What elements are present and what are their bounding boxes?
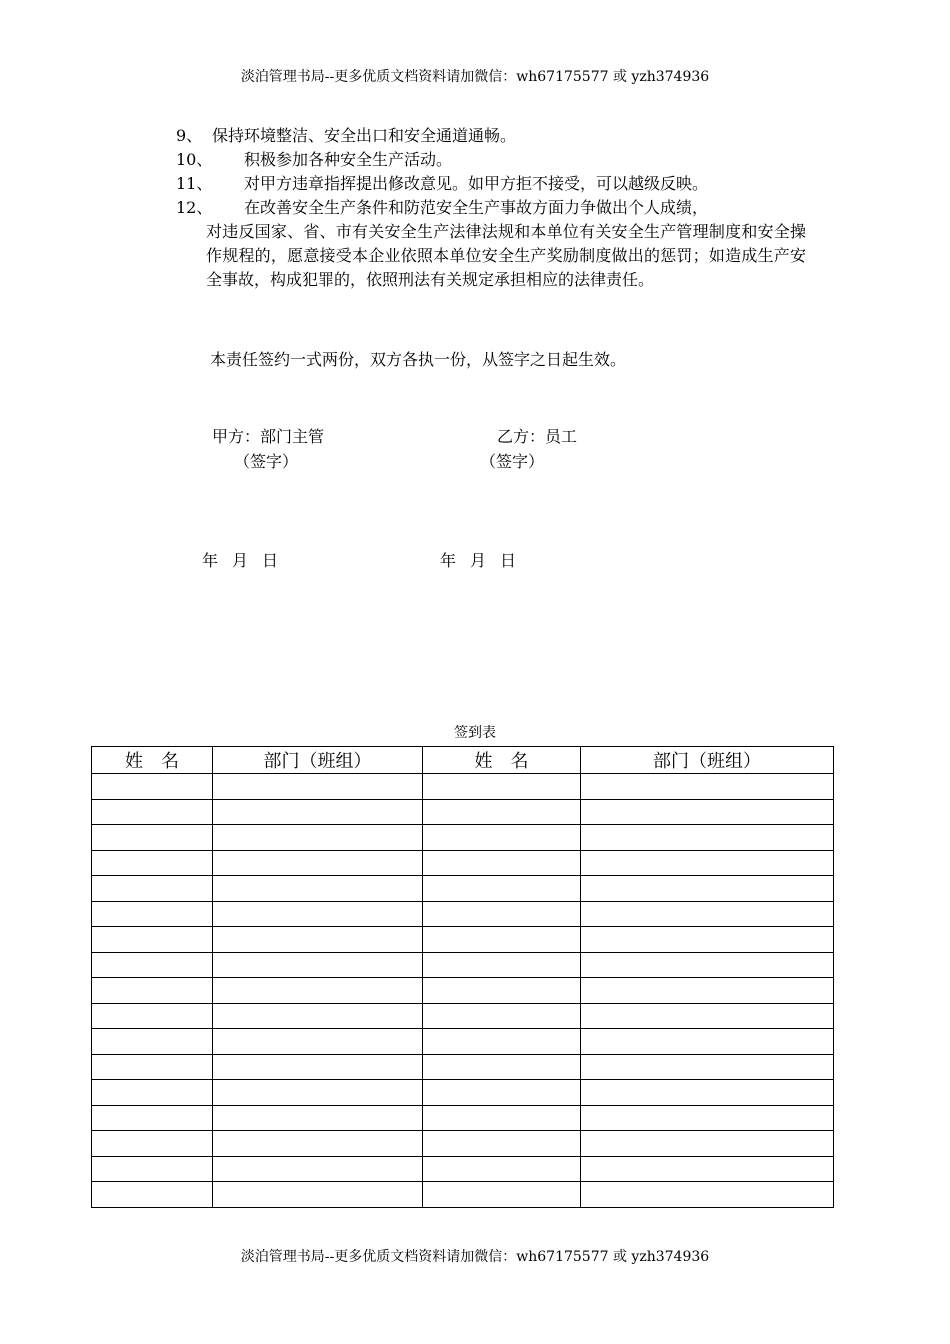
table-cell[interactable]: [423, 901, 581, 927]
table-cell[interactable]: [92, 1080, 213, 1106]
table-cell[interactable]: [423, 1182, 581, 1208]
date-year: 年: [202, 551, 219, 570]
table-row: [92, 978, 834, 1004]
table-cell[interactable]: [581, 1182, 834, 1208]
table-cell[interactable]: [92, 799, 213, 825]
date-month: 月: [470, 551, 487, 570]
table-cell[interactable]: [423, 1080, 581, 1106]
party-a-signature-label: （签字）: [234, 452, 299, 471]
signin-table: [91, 746, 834, 1208]
table-cell[interactable]: [213, 825, 423, 851]
item-number: 11、: [176, 174, 213, 193]
table-cell[interactable]: [213, 1080, 423, 1106]
table-cell[interactable]: [213, 1054, 423, 1080]
list-item: [176, 148, 816, 172]
page-footer: 淡泊管理书局--更多优质文档资料请加微信：wh67175577 或 yzh374936: [240, 1249, 710, 1265]
table-cell[interactable]: [581, 901, 834, 927]
list-item: [176, 196, 816, 292]
table-row: [92, 1003, 834, 1029]
item-text: 保持环境整洁、安全出口和安全通道通畅。: [212, 126, 517, 145]
table-row: [92, 1029, 834, 1055]
table-cell[interactable]: [213, 1182, 423, 1208]
table-cell[interactable]: [581, 1156, 834, 1182]
date-day: 日: [500, 551, 517, 570]
table-cell[interactable]: [581, 1003, 834, 1029]
item-number: 12、: [176, 198, 213, 217]
table-cell[interactable]: [581, 1080, 834, 1106]
party-a-label: 甲方：部门主管: [212, 427, 325, 446]
party-b-signature-label: （签字）: [480, 452, 545, 471]
table-cell[interactable]: [213, 952, 423, 978]
table-cell[interactable]: [213, 901, 423, 927]
table-cell[interactable]: [92, 1105, 213, 1131]
table-row: [92, 927, 834, 953]
table-row: [92, 1156, 834, 1182]
item-number: 9、: [176, 126, 203, 145]
page-header: 淡泊管理书局--更多优质文档资料请加微信：wh67175577 或 yzh374936: [240, 69, 710, 85]
table-cell[interactable]: [92, 1182, 213, 1208]
table-cell[interactable]: [92, 774, 213, 800]
table-cell[interactable]: [581, 825, 834, 851]
table-cell[interactable]: [92, 927, 213, 953]
table-row: [92, 1054, 834, 1080]
table-cell[interactable]: [92, 1029, 213, 1055]
party-b-label: 乙方：员工: [497, 427, 578, 446]
agreement-statement: 本责任签约一式两份，双方各执一份，从签字之日起生效。: [210, 350, 627, 369]
table-cell[interactable]: [581, 774, 834, 800]
table-row: [92, 774, 834, 800]
responsibility-list: [176, 124, 816, 292]
table-cell[interactable]: [423, 927, 581, 953]
item-number: 10、: [176, 150, 213, 169]
column-header-department: 部门（班组）: [581, 747, 834, 774]
party-b-date: [440, 548, 516, 571]
table-cell[interactable]: [92, 978, 213, 1004]
table-cell[interactable]: [423, 1131, 581, 1157]
table-cell[interactable]: [581, 1029, 834, 1055]
table-row: [92, 901, 834, 927]
item-text-first-line: 在改善安全生产条件和防范安全生产事故方面力争做出个人成绩，: [244, 198, 709, 217]
table-cell[interactable]: [423, 799, 581, 825]
table-cell[interactable]: [581, 1105, 834, 1131]
table-header-row: [92, 747, 834, 774]
table-cell[interactable]: [92, 1131, 213, 1157]
table-cell[interactable]: [581, 978, 834, 1004]
item-text: 积极参加各种安全生产活动。: [244, 150, 453, 169]
table-cell[interactable]: [213, 978, 423, 1004]
table-cell[interactable]: [581, 876, 834, 902]
table-cell[interactable]: [92, 1156, 213, 1182]
signin-sheet-title: 签到表: [454, 725, 496, 741]
table-cell[interactable]: [92, 1054, 213, 1080]
table-cell[interactable]: [423, 850, 581, 876]
table-row: [92, 799, 834, 825]
table-cell[interactable]: [423, 876, 581, 902]
table-row: [92, 1131, 834, 1157]
table-cell[interactable]: [213, 1131, 423, 1157]
table-row: [92, 876, 834, 902]
table-cell[interactable]: [423, 1029, 581, 1055]
table-cell[interactable]: [213, 927, 423, 953]
table-row: [92, 825, 834, 851]
table-cell[interactable]: [213, 850, 423, 876]
list-item: [176, 172, 816, 196]
item-text: 对甲方违章指挥提出修改意见。如甲方拒不接受，可以越级反映。: [244, 174, 709, 193]
table-cell[interactable]: [423, 774, 581, 800]
table-row: [92, 1182, 834, 1208]
signin-table-body: [92, 774, 834, 1208]
table-cell[interactable]: [581, 850, 834, 876]
party-a-date: [202, 548, 278, 571]
table-cell[interactable]: [213, 1003, 423, 1029]
table-cell[interactable]: [213, 1105, 423, 1131]
table-cell[interactable]: [423, 825, 581, 851]
date-day: 日: [262, 551, 279, 570]
table-cell[interactable]: [213, 774, 423, 800]
table-cell[interactable]: [92, 952, 213, 978]
table-cell[interactable]: [423, 1105, 581, 1131]
table-cell[interactable]: [423, 1156, 581, 1182]
table-cell[interactable]: [423, 1003, 581, 1029]
table-cell[interactable]: [581, 1131, 834, 1157]
table-cell[interactable]: [213, 799, 423, 825]
table-row: [92, 952, 834, 978]
table-cell[interactable]: [92, 876, 213, 902]
table-row: [92, 850, 834, 876]
table-cell[interactable]: [423, 1054, 581, 1080]
table-cell[interactable]: [213, 876, 423, 902]
table-cell[interactable]: [92, 825, 213, 851]
table-cell[interactable]: [581, 952, 834, 978]
column-header-department: 部门（班组）: [213, 747, 423, 774]
table-cell[interactable]: [92, 1003, 213, 1029]
table-cell[interactable]: [581, 927, 834, 953]
table-row: [92, 1080, 834, 1106]
table-cell[interactable]: [581, 799, 834, 825]
table-cell[interactable]: [92, 850, 213, 876]
table-row: [92, 1105, 834, 1131]
date-year: 年: [440, 551, 457, 570]
list-item: [176, 124, 816, 148]
column-header-name: 姓 名: [423, 747, 581, 774]
table-cell[interactable]: [213, 1156, 423, 1182]
item-text-continuation: 对违反国家、省、市有关安全生产法律法规和本单位有关安全生产管理制度和安全操作规程的，愿意接受本企业依照本单位安全生产奖励制度做出的惩罚；如造成生产安全事故，构成犯罪的，依照刑法有关规定承担相应的法律责任。: [206, 222, 806, 289]
table-cell[interactable]: [423, 952, 581, 978]
table-cell[interactable]: [581, 1054, 834, 1080]
table-cell[interactable]: [92, 901, 213, 927]
table-cell[interactable]: [213, 1029, 423, 1055]
column-header-name: 姓 名: [92, 747, 213, 774]
date-month: 月: [232, 551, 249, 570]
table-cell[interactable]: [423, 978, 581, 1004]
